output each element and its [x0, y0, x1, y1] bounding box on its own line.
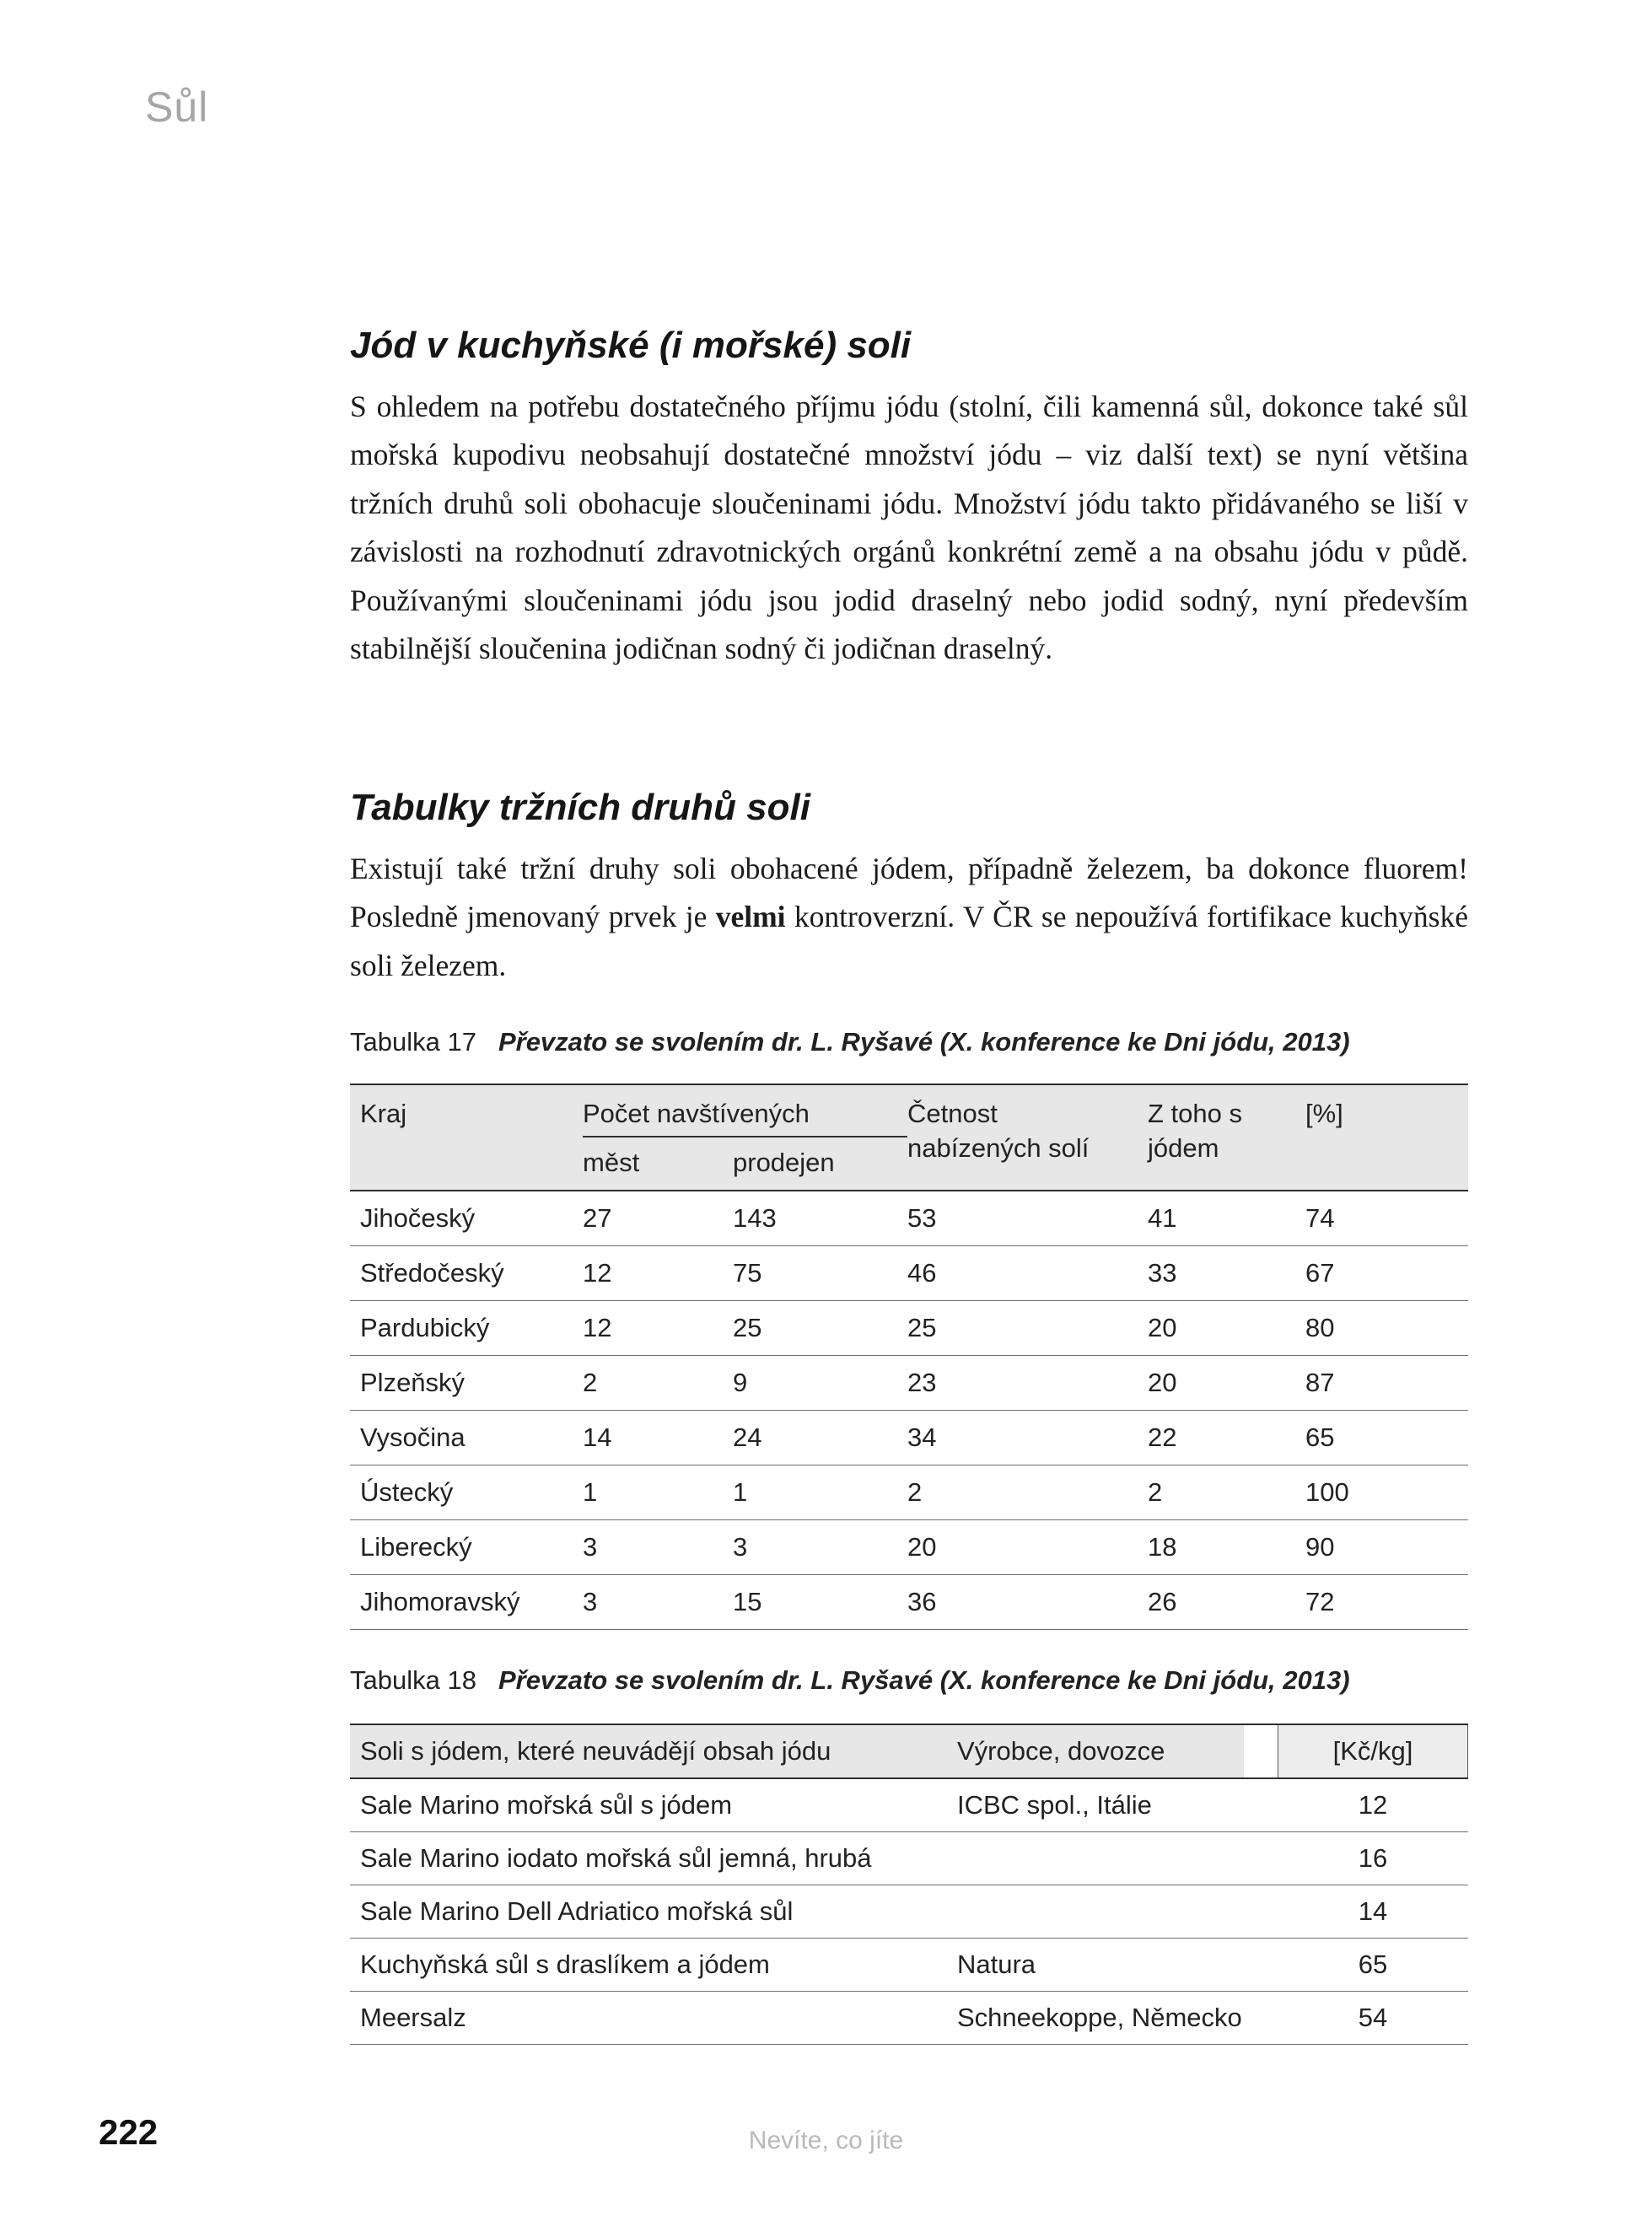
cell-prodejen: 143 [733, 1203, 777, 1233]
cell-pct: 90 [1305, 1532, 1335, 1562]
cell-prodejen: 9 [733, 1368, 748, 1397]
cell-ztoho: 20 [1148, 1313, 1177, 1342]
cell-mest: 2 [583, 1368, 598, 1397]
section-heading-tabulky: Tabulky tržních druhů soli [350, 786, 810, 828]
table18-header-cena: [Kč/kg] [1278, 1725, 1468, 1777]
paragraph-tabulky-post: kontroverzní. V ČR se nepoužívá fortifikace kuchyňské soli železem. [350, 900, 1468, 982]
cell-cetnost: 53 [907, 1203, 937, 1233]
cell-kraj: Středočeský [360, 1258, 504, 1288]
table18-caption [350, 1665, 1350, 1696]
table17-caption [350, 1027, 1350, 1057]
table-row [350, 1779, 1468, 1832]
paragraph-tabulky [350, 845, 1468, 991]
cell-cena: 54 [1358, 2003, 1388, 2032]
table17-header-mest: měst [583, 1148, 640, 1177]
table-row [350, 1885, 1468, 1939]
cell-ztoho: 33 [1148, 1258, 1177, 1288]
cell-pct: 100 [1305, 1477, 1349, 1507]
table18-header-vyrobce: Výrobce, dovozce [957, 1725, 1244, 1777]
cell-ztoho: 2 [1148, 1477, 1163, 1507]
section-heading-jod: Jód v kuchyňské (i mořské) soli [350, 324, 912, 366]
cell-prodejen: 75 [733, 1258, 762, 1288]
table18-caption-text: Převzato se svolením dr. L. Ryšavé (X. konference ke Dni jódu, 2013) [498, 1665, 1350, 1695]
cell-kraj: Vysočina [360, 1422, 465, 1452]
cell-nazev: Sale Marino mořská sůl s jódem [360, 1790, 733, 1820]
table-row [350, 1465, 1468, 1520]
cell-pct: 74 [1305, 1203, 1335, 1233]
cell-kraj: Ústecký [360, 1477, 454, 1507]
table-row [350, 1246, 1468, 1301]
cell-mest: 3 [583, 1587, 598, 1616]
table-row [350, 1191, 1468, 1246]
paragraph-jod [350, 383, 1468, 674]
cell-prodejen: 25 [733, 1313, 762, 1342]
cell-prodejen: 3 [733, 1532, 748, 1562]
footer-book-title: Nevíte, co jíte [748, 2127, 904, 2154]
table17-header-prodejen: prodejen [733, 1148, 835, 1177]
page-number: 222 [99, 2112, 159, 2152]
cell-prodejen: 1 [733, 1477, 748, 1507]
cell-vyrobce: Natura [957, 1949, 1036, 1979]
cell-prodejen: 24 [733, 1422, 762, 1452]
table17-header-pct: [%] [1305, 1099, 1343, 1128]
table-18 [350, 1724, 1468, 2045]
table17-header-ztoho: Z toho s jódem [1148, 1099, 1242, 1163]
cell-cetnost: 34 [907, 1422, 937, 1452]
cell-cetnost: 2 [907, 1477, 923, 1507]
cell-ztoho: 26 [1148, 1587, 1177, 1616]
cell-nazev: Sale Marino Dell Adriatico mořská sůl [360, 1896, 794, 1926]
cell-mest: 1 [583, 1477, 598, 1507]
cell-cetnost: 36 [907, 1587, 937, 1616]
table-row [350, 1939, 1468, 1992]
table17-header [350, 1084, 1468, 1191]
cell-cetnost: 20 [907, 1532, 937, 1562]
table17-header-kraj: Kraj [360, 1099, 407, 1128]
cell-cetnost: 25 [907, 1313, 937, 1342]
cell-cetnost: 46 [907, 1258, 937, 1288]
table-row [350, 1356, 1468, 1411]
table18-header [350, 1724, 1468, 1779]
table17-header-pocet-navstivenych: Počet navštívených [583, 1085, 907, 1137]
cell-pct: 67 [1305, 1258, 1335, 1288]
cell-pct: 65 [1305, 1422, 1335, 1452]
cell-nazev: Kuchyňská sůl s draslíkem a jódem [360, 1949, 770, 1979]
table18-header-gap [1244, 1725, 1278, 1777]
table-17 [350, 1084, 1468, 1630]
table-row [350, 1520, 1468, 1575]
cell-cena: 65 [1358, 1949, 1388, 1979]
cell-ztoho: 22 [1148, 1422, 1177, 1452]
table-row [350, 1301, 1468, 1356]
table-row [350, 1411, 1468, 1465]
cell-kraj: Jihomoravský [360, 1587, 520, 1616]
cell-cena: 14 [1358, 1896, 1388, 1926]
table17-caption-text: Převzato se svolením dr. L. Ryšavé (X. konference ke Dni jódu, 2013) [498, 1027, 1350, 1057]
cell-pct: 72 [1305, 1587, 1335, 1616]
paragraph-tabulky-pre: Existují také tržní druhy soli obohacené jódem, případně železem, ba dokonce fluorem! Posledně jmenovaný prvek je [350, 851, 1468, 933]
table-row [350, 1832, 1468, 1885]
cell-cetnost: 23 [907, 1368, 937, 1397]
cell-pct: 87 [1305, 1368, 1335, 1397]
cell-nazev: Meersalz [360, 2003, 466, 2032]
cell-pct: 80 [1305, 1313, 1335, 1342]
cell-mest: 3 [583, 1532, 598, 1562]
cell-kraj: Plzeňský [360, 1368, 465, 1397]
cell-ztoho: 20 [1148, 1368, 1177, 1397]
cell-ztoho: 18 [1148, 1532, 1177, 1562]
cell-mest: 12 [583, 1258, 612, 1288]
cell-kraj: Liberecký [360, 1532, 472, 1562]
cell-mest: 14 [583, 1422, 612, 1452]
paragraph-jod-text: S ohledem na potřebu dostatečného příjmu jódu (stolní, čili kamenná sůl, dokonce také sůl mořská kupodivu neobsahují dostatečné množství jódu – viz další text) se nyní většina tržních druhů soli obohacuje sloučeninami jódu. Množství jódu takto přidávaného se liší v závislosti na rozhodnutí zdravotnických orgánů konkrétní země a na obsahu jódu v půdě. Používanými sloučeninami jódu jsou jodid draselný nebo jodid sodný, nyní především stabilnější sloučenina jodičnan sodný či jodičnan draselný. [350, 389, 1468, 665]
cell-nazev: Sale Marino iodato mořská sůl jemná, hrubá [360, 1843, 872, 1873]
table17-caption-label: Tabulka 17 [350, 1027, 476, 1057]
cell-vyrobce: ICBC spol., Itálie [957, 1790, 1152, 1820]
cell-cena: 12 [1358, 1790, 1388, 1820]
cell-ztoho: 41 [1148, 1203, 1177, 1233]
table17-header-cetnost: Četnost nabízených solí [907, 1099, 1090, 1163]
table-row [350, 1575, 1468, 1630]
cell-vyrobce: Schneekoppe, Německo [957, 2003, 1242, 2032]
cell-prodejen: 15 [733, 1587, 762, 1616]
table18-header-soli: Soli s jódem, které neuvádějí obsah jódu [350, 1725, 957, 1777]
cell-kraj: Pardubický [360, 1313, 490, 1342]
cell-mest: 27 [583, 1203, 612, 1233]
paragraph-tabulky-bold: velmi [715, 900, 786, 933]
running-head: Sůl [145, 83, 209, 131]
cell-cena: 16 [1358, 1843, 1388, 1873]
table-row [350, 1992, 1468, 2045]
cell-kraj: Jihočeský [360, 1203, 476, 1233]
table18-caption-label: Tabulka 18 [350, 1665, 476, 1695]
cell-mest: 12 [583, 1313, 612, 1342]
